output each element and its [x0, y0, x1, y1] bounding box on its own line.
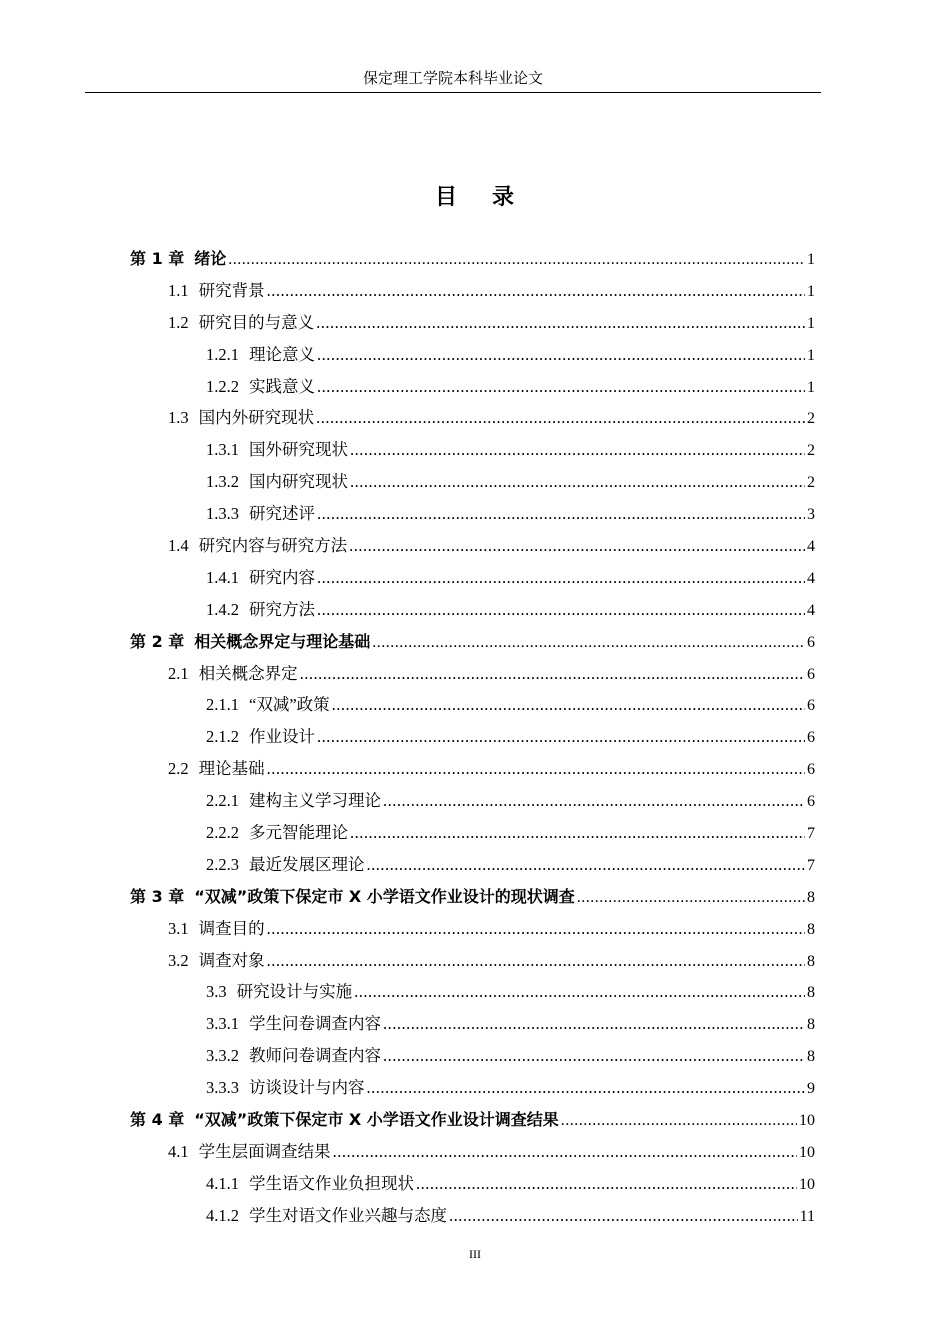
toc-title	[0, 180, 950, 211]
toc-entry-number: 1.3.2	[206, 472, 239, 492]
toc-entry[interactable]	[130, 1008, 815, 1040]
toc-entry-page: 6	[807, 793, 815, 811]
toc-dot-leader	[354, 976, 805, 1008]
toc-entry-title: 相关概念界定	[198, 663, 298, 683]
toc-entry-page: 4	[807, 538, 815, 556]
toc-entry[interactable]	[130, 658, 815, 690]
toc-entry-number: 1.1	[168, 280, 189, 300]
toc-entry-title: 相关概念界定与理论基础	[194, 631, 371, 651]
toc-dot-leader	[561, 1105, 797, 1137]
toc-entry-number: 2.2.1	[206, 791, 239, 811]
toc-entry-page: 8	[807, 888, 815, 906]
toc-entry-title: 实践意义	[249, 376, 315, 396]
toc-entry[interactable]	[130, 1168, 815, 1200]
toc-entry[interactable]	[130, 817, 815, 849]
toc-dot-leader	[267, 913, 805, 945]
toc-entry-title: 建构主义学习理论	[249, 791, 381, 811]
toc-entry-page: 1	[807, 282, 815, 300]
toc-dot-leader	[333, 1136, 797, 1168]
toc-entry-number: 第 1 章	[130, 249, 185, 268]
toc-entry-number: 2.1.1	[206, 695, 239, 715]
toc-entry-title: “双减”政策	[249, 695, 330, 715]
toc-dot-leader	[267, 945, 805, 977]
toc-entry-number: 1.2.2	[206, 376, 239, 396]
toc-entry-number: 1.2.1	[206, 344, 239, 364]
toc-dot-leader	[317, 371, 805, 403]
toc-entry-page: 8	[807, 920, 815, 938]
toc-entry-number: 3.3.3	[206, 1078, 239, 1098]
toc-dot-leader	[449, 1200, 798, 1232]
toc-entry-page: 6	[807, 761, 815, 779]
toc-entry-title: 研究内容	[249, 567, 315, 587]
toc-entry-title: 研究方法	[249, 599, 315, 619]
toc-dot-leader	[577, 882, 805, 914]
toc-entry-title: 研究述评	[249, 504, 315, 524]
toc-entry-title: 访谈设计与内容	[249, 1078, 365, 1098]
toc-entry-page: 1	[807, 251, 815, 268]
toc-entry-number: 1.2	[168, 312, 189, 332]
toc-entry[interactable]	[130, 1072, 815, 1104]
toc-entry[interactable]	[130, 594, 815, 626]
toc-entry-number: 3.3	[206, 982, 227, 1002]
toc-dot-leader	[228, 244, 805, 276]
toc-entry-number: 1.4	[168, 536, 189, 556]
toc-dot-leader	[383, 1008, 805, 1040]
toc-entry-number: 2.2.3	[206, 854, 239, 874]
toc-entry-number: 4.1.1	[206, 1173, 239, 1193]
toc-entry[interactable]	[130, 913, 815, 945]
toc-entry[interactable]	[130, 1200, 815, 1232]
toc-entry-title: 研究设计与实施	[236, 982, 353, 1002]
toc-entry-number: 第 2 章	[130, 631, 185, 651]
toc-entry-page: 7	[807, 825, 815, 843]
toc-dot-leader	[367, 1072, 806, 1104]
toc-entry-number: 第 4 章	[130, 1110, 185, 1130]
toc-entry-title: 调查目的	[198, 918, 265, 938]
toc-entry-page: 2	[807, 410, 815, 428]
toc-dot-leader	[317, 562, 805, 594]
toc-dot-leader	[267, 275, 805, 307]
toc-dot-leader	[350, 466, 805, 498]
toc-entry-number: 第 3 章	[130, 886, 185, 906]
toc-entry[interactable]	[130, 689, 815, 721]
toc-entry-page: 10	[799, 1175, 815, 1193]
toc-entry-title: 调查对象	[198, 950, 265, 970]
toc-dot-leader	[383, 785, 805, 817]
toc-entry-number: 2.2.2	[206, 823, 239, 843]
toc-entry-page: 4	[807, 601, 815, 619]
toc-dot-leader	[367, 849, 806, 881]
toc-entry[interactable]	[130, 339, 815, 371]
toc-entry[interactable]	[130, 1136, 815, 1168]
toc-entry-page: 11	[799, 1207, 815, 1225]
toc-entry-page: 2	[807, 442, 815, 460]
toc-entry-title: 绪论	[194, 249, 227, 268]
toc-entry-title: “双减”政策下保定市 X 小学语文作业设计调查结果	[194, 1110, 559, 1130]
toc-dot-leader	[317, 498, 805, 530]
toc-entry-page: 8	[807, 1048, 815, 1066]
toc-entry[interactable]	[130, 434, 815, 466]
toc-dot-leader	[350, 434, 805, 466]
toc-entry[interactable]	[130, 945, 815, 977]
toc-dot-leader	[350, 817, 805, 849]
toc-entry-number: 1.3	[168, 408, 189, 428]
toc-entry-number: 4.1.2	[206, 1205, 239, 1225]
toc-entry-title: 学生层面调查结果	[198, 1141, 331, 1161]
toc-dot-leader	[383, 1040, 805, 1072]
toc-entry-page: 8	[807, 952, 815, 970]
toc-entry-title: 国外研究现状	[249, 440, 348, 460]
toc-entry-page: 1	[807, 346, 815, 364]
toc-entry[interactable]	[130, 976, 815, 1008]
toc-entry-page: 9	[807, 1080, 815, 1098]
toc-dot-leader	[317, 594, 805, 626]
toc-entry-page: 10	[799, 1143, 815, 1161]
toc-entry-number: 1.3.3	[206, 504, 239, 524]
toc-entry-title: “双减”政策下保定市 X 小学语文作业设计的现状调查	[194, 886, 575, 906]
toc-entry-title: 理论意义	[249, 344, 315, 364]
toc-entry-number: 4.1	[168, 1141, 189, 1161]
toc-dot-leader	[317, 339, 805, 371]
toc-entry-title: 学生语文作业负担现状	[249, 1173, 414, 1193]
toc-entry-number: 3.3.2	[206, 1046, 239, 1066]
toc-title-part2: 录	[492, 185, 516, 210]
toc-entry-title: 研究内容与研究方法	[198, 536, 348, 556]
toc-entry-title: 作业设计	[249, 727, 315, 747]
toc-entry-number: 1.3.1	[206, 440, 239, 460]
toc-entry-page: 1	[807, 378, 815, 396]
page-number: III	[469, 1247, 481, 1261]
toc-entry[interactable]	[130, 881, 815, 913]
toc-entry-title: 学生对语文作业兴趣与态度	[249, 1205, 447, 1225]
toc-entry[interactable]	[130, 626, 815, 658]
toc-entry-title: 学生问卷调查内容	[249, 1014, 381, 1034]
toc-dot-leader	[372, 627, 805, 659]
toc-dot-leader	[267, 753, 805, 785]
toc-entry-page: 6	[807, 729, 815, 747]
toc-entry[interactable]	[130, 753, 815, 785]
toc-entry-number: 3.2	[168, 950, 189, 970]
toc-entry-title: 研究背景	[198, 280, 265, 300]
toc-entry[interactable]	[130, 562, 815, 594]
toc-entry-page: 1	[807, 314, 815, 332]
toc-entry-title: 国内外研究现状	[198, 408, 315, 428]
toc-dot-leader	[332, 689, 805, 721]
page-header: 保定理工学院本科毕业论文	[85, 70, 821, 93]
toc-entry-number: 1.4.2	[206, 599, 239, 619]
toc-entry[interactable]	[130, 1040, 815, 1072]
toc-entry[interactable]	[130, 466, 815, 498]
toc-entry-title: 多元智能理论	[249, 823, 348, 843]
toc-entry-page: 6	[807, 665, 815, 683]
toc-entry-number: 3.1	[168, 918, 189, 938]
toc-entry[interactable]	[130, 402, 815, 434]
toc-entry-page: 8	[807, 1016, 815, 1034]
toc-entry-number: 2.2	[168, 759, 189, 779]
toc-entry[interactable]	[130, 721, 815, 753]
toc-entry-page: 3	[807, 506, 815, 524]
toc-title-part1: 目	[434, 185, 458, 210]
toc-entry[interactable]	[130, 243, 815, 275]
toc-entry-page: 10	[799, 1112, 815, 1130]
toc-entry-number: 2.1.2	[206, 727, 239, 747]
toc-dot-leader	[316, 402, 805, 434]
toc-entry-title: 最近发展区理论	[249, 854, 365, 874]
toc-entry-title: 国内研究现状	[249, 472, 348, 492]
toc-entry-title: 理论基础	[198, 759, 265, 779]
toc-entry-number: 3.3.1	[206, 1014, 239, 1034]
toc-dot-leader	[316, 307, 805, 339]
toc-entry-page: 8	[807, 984, 815, 1002]
toc-entry-number: 1.4.1	[206, 567, 239, 587]
toc-entry[interactable]	[130, 275, 815, 307]
toc-entry[interactable]	[130, 530, 815, 562]
toc-entry[interactable]	[130, 371, 815, 403]
toc-entry[interactable]	[130, 1104, 815, 1136]
toc-entry-title: 教师问卷调查内容	[249, 1046, 381, 1066]
toc-dot-leader	[317, 721, 805, 753]
toc-entry-page: 2	[807, 474, 815, 492]
table-of-contents	[130, 243, 815, 1232]
toc-entry[interactable]	[130, 498, 815, 530]
toc-dot-leader	[300, 658, 805, 690]
toc-entry[interactable]	[130, 849, 815, 881]
toc-entry[interactable]	[130, 785, 815, 817]
toc-entry-number: 2.1	[168, 663, 189, 683]
toc-dot-leader	[349, 530, 805, 562]
toc-entry-title: 研究目的与意义	[198, 312, 315, 332]
toc-entry-page: 7	[807, 856, 815, 874]
toc-entry-page: 6	[807, 697, 815, 715]
toc-entry-page: 6	[807, 633, 815, 651]
toc-entry[interactable]	[130, 307, 815, 339]
toc-entry-page: 4	[807, 569, 815, 587]
toc-dot-leader	[416, 1168, 797, 1200]
